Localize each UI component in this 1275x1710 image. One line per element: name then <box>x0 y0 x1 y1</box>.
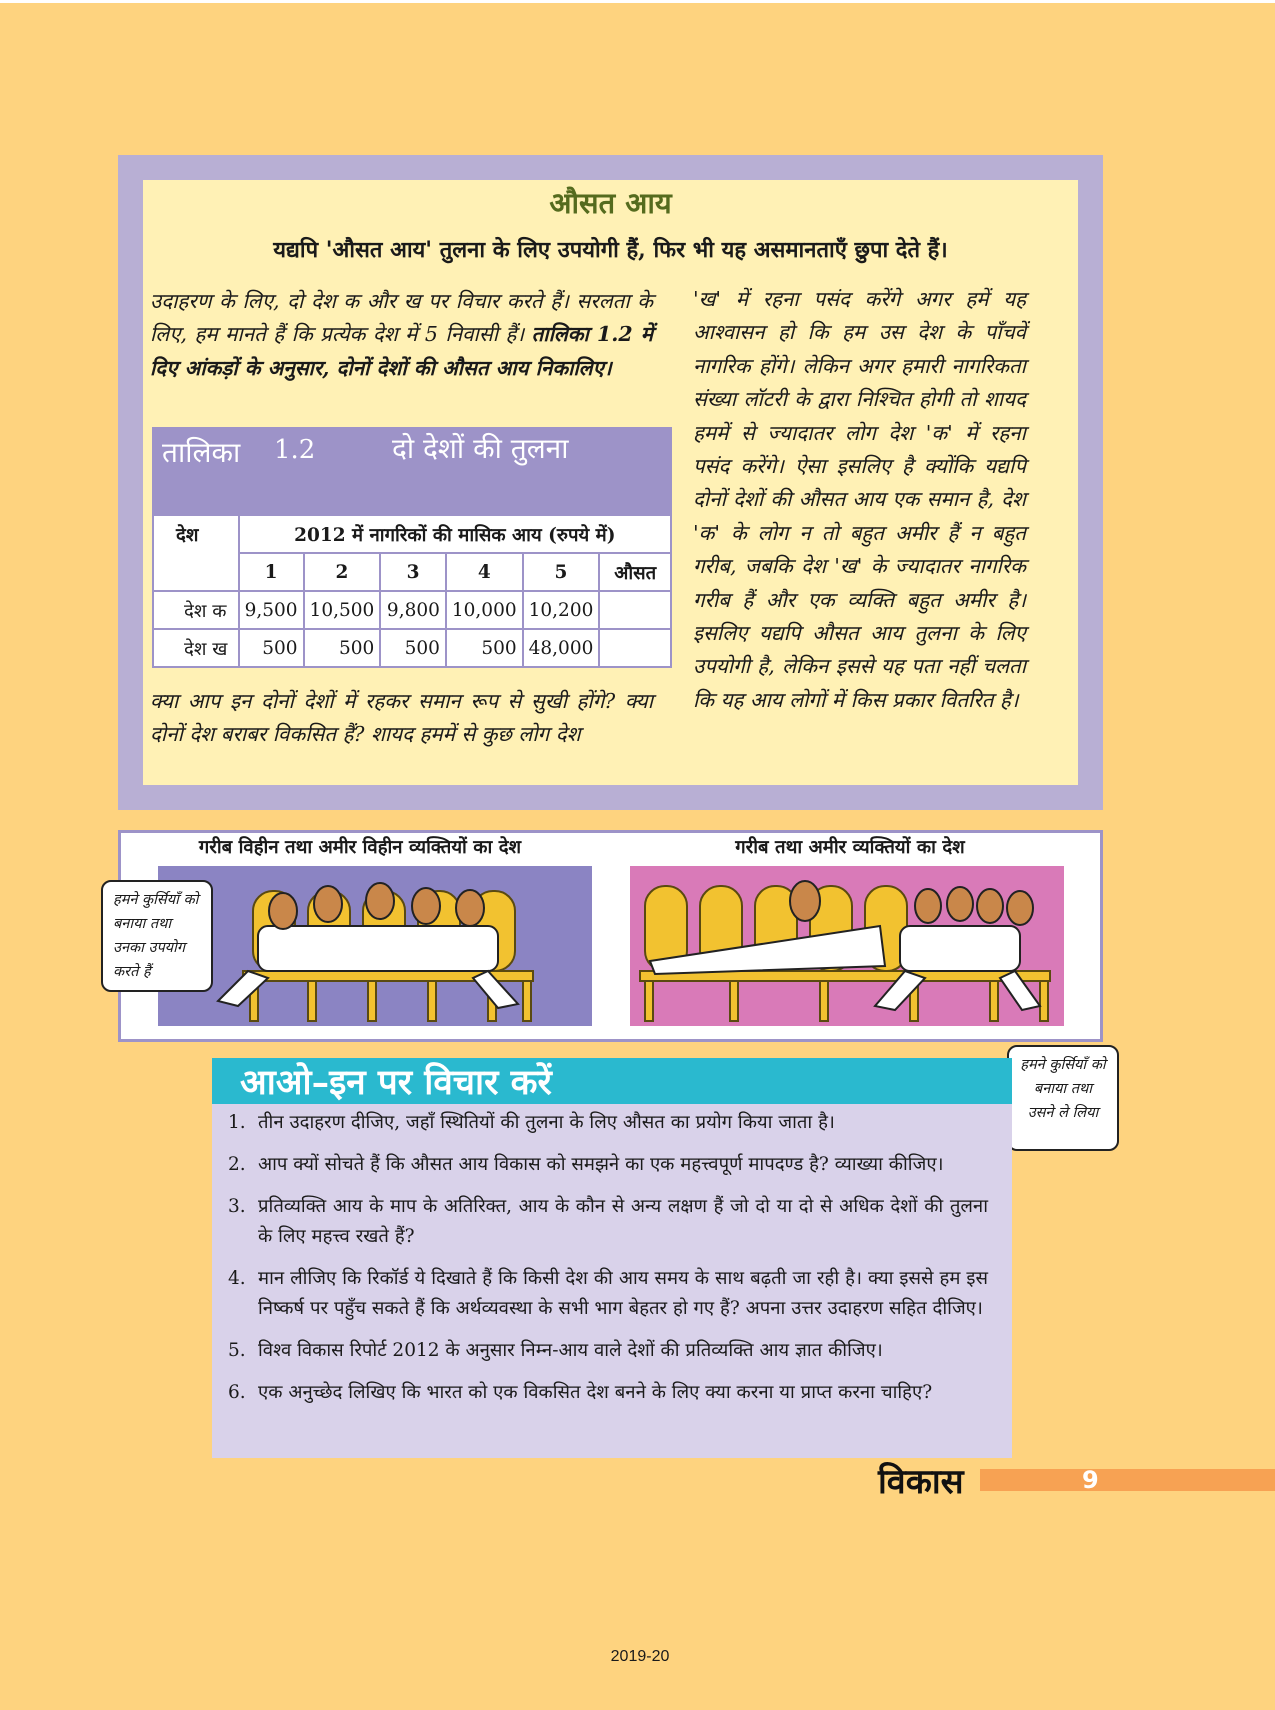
table-header <box>152 427 672 515</box>
equal-country-illustration <box>158 866 592 1026</box>
speech-bubble-right: हमने कुर्सियाँ को बनाया तथा उसने ले लिया <box>1007 1045 1119 1151</box>
table-cell: 500 <box>304 629 381 667</box>
table-label: तालिका <box>162 436 241 469</box>
table-cell: 9,800 <box>380 591 446 629</box>
page-number: 9 <box>1082 1466 1099 1494</box>
table-cell: 500 <box>446 629 523 667</box>
list-item <box>228 1336 988 1366</box>
question-text: विश्व विकास रिपोर्ट 2012 के अनुसार निम्न-आय वाले देशों की प्रतिव्यक्ति आय ज्ञात कीजिए। <box>258 1340 883 1361</box>
column-header: 3 <box>380 553 446 591</box>
question-number: 2. <box>228 1154 246 1175</box>
question-number: 3. <box>228 1196 246 1217</box>
question-text: मान लीजिए कि रिकॉर्ड ये दिखाते हैं कि किसी देश की आय समय के साथ बढ़ती जा रही है। क्या इससे हम इस निष्कर्ष पर पहुँच सकते हैं कि अर्थव्यवस्था के सभी भाग बेहतर हो गए हैं? अपना उत्तर उदाहरण सहित दीजिए। <box>258 1268 988 1319</box>
question-number: 4. <box>228 1268 246 1289</box>
table-cell: 48,000 <box>523 629 600 667</box>
paragraph-right: 'ख' में रहना पसंद करेंगे अगर हमें यह आश्वासन हो कि हम उस देश के पाँचवें नागरिक होंगे। लेकिन अगर हमारी नागरिकता संख्या लॉटरी के द्वारा निश्चित होगी तो शायद हममें से ज्यादातर लोग देश 'क' में रहना पसंद करेंगे। ऐसा इसलिए है क्योंकि यद्यपि दोनों देशों की औसत आय एक समान है, देश 'क' के लोग न तो बहुत अमीर हैं न बहुत गरीब, जबकि देश 'ख' के ज्यादातर नागरिक गरीब हैं और एक व्यक्ति बहुत अमीर है। इसलिए यद्यपि औसत आय तुलना के लिए उपयोगी है, लेकिन इससे यह पता नहीं चलता कि यह आय लोगों में किस प्रकार वितरित है। <box>693 287 1026 712</box>
column-header-income: 2012 में नागरिकों की मासिक आय (रुपये में) <box>239 515 671 553</box>
table-cell: 10,000 <box>446 591 523 629</box>
list-item <box>228 1108 988 1138</box>
illustration-caption-right: गरीब तथा अमीर व्यक्तियों का देश <box>735 837 965 858</box>
paragraph-left-text: उदाहरण के लिए, दो देश क और ख पर विचार करते हैं। सरलता के लिए, हम मानते हैं कि प्रत्येक देश में 5 निवासी हैं। <box>150 289 653 347</box>
table-header-row <box>153 515 671 553</box>
table-cell: 500 <box>380 629 446 667</box>
paragraph-left-bold-text: तालिका 1.2 में दिए आंकड़ों के अनुसार, दोनों देशों की औसत आय निकालिए। <box>150 322 653 380</box>
table-cell: 10,200 <box>523 591 600 629</box>
column-header-average: औसत <box>599 553 671 591</box>
income-comparison-table <box>152 514 672 668</box>
footer-bar <box>980 1469 1275 1491</box>
column-header: 1 <box>239 553 304 591</box>
table-row <box>153 591 671 629</box>
table-title: दो देशों की तुलना <box>392 432 569 465</box>
row-country: देश ख <box>153 629 239 667</box>
chairs-people-equal-illustration <box>158 866 592 1026</box>
table-row <box>153 629 671 667</box>
top-edge-line <box>0 0 1275 3</box>
list-item <box>228 1150 988 1180</box>
column-header: 2 <box>304 553 381 591</box>
question-number: 1. <box>228 1112 246 1133</box>
chairs-people-unequal-illustration <box>630 866 1064 1026</box>
think-section-title: आओ–इन पर विचार करें <box>240 1062 552 1103</box>
question-text: प्रतिव्यक्ति आय के माप के अतिरिक्त, आय के कौन से अन्य लक्षण हैं जो दो या दो से अधिक देशों की तुलना के लिए महत्त्व रखते हैं? <box>258 1196 988 1247</box>
column-header-country: देश <box>153 515 239 591</box>
average-income-subtitle: यद्यपि 'औसत आय' तुलना के लिए उपयोगी हैं, फिर भी यह असमानताएँ छुपा देते हैं। <box>273 237 948 263</box>
table-cell: 500 <box>239 629 304 667</box>
average-income-title: औसत आय <box>549 186 672 220</box>
unequal-country-illustration <box>630 866 1064 1026</box>
table-cell: 9,500 <box>239 591 304 629</box>
question-list <box>228 1108 988 1420</box>
chapter-name: विकास <box>878 1462 964 1502</box>
list-item <box>228 1264 988 1324</box>
speech-bubble-left: हमने कुर्सियाँ को बनाया तथा उनका उपयोग करते हैं <box>101 880 213 992</box>
table-cell: 10,500 <box>304 591 381 629</box>
question-text: आप क्यों सोचते हैं कि औसत आय विकास को समझने का एक महत्त्वपूर्ण मापदण्ड है? व्याख्या कीजिए। <box>258 1154 944 1175</box>
paragraph-left-bottom: क्या आप इन दोनों देशों में रहकर समान रूप से सुखी होंगे? क्या दोनों देश बराबर विकसित हैं? शायद हममें से कुछ लोग देश <box>150 689 653 747</box>
question-text: एक अनुच्छेद लिखिए कि भारत को एक विकसित देश बनने के लिए क्या करना या प्राप्त करना चाहिए? <box>258 1382 933 1403</box>
table-cell-average <box>599 591 671 629</box>
row-country: देश क <box>153 591 239 629</box>
column-header: 4 <box>446 553 523 591</box>
list-item <box>228 1192 988 1252</box>
illustration-caption-left: गरीब विहीन तथा अमीर विहीन व्यक्तियों का देश <box>198 837 522 858</box>
table-cell-average <box>599 629 671 667</box>
question-number: 5. <box>228 1340 246 1361</box>
table-number: 1.2 <box>274 435 316 465</box>
question-text: तीन उदाहरण दीजिए, जहाँ स्थितियों की तुलना के लिए औसत का प्रयोग किया जाता है। <box>258 1112 835 1133</box>
column-header: 5 <box>523 553 600 591</box>
year-label: 2019-20 <box>610 1648 670 1665</box>
list-item <box>228 1378 988 1408</box>
paragraph-left <box>150 285 653 385</box>
question-number: 6. <box>228 1382 246 1403</box>
